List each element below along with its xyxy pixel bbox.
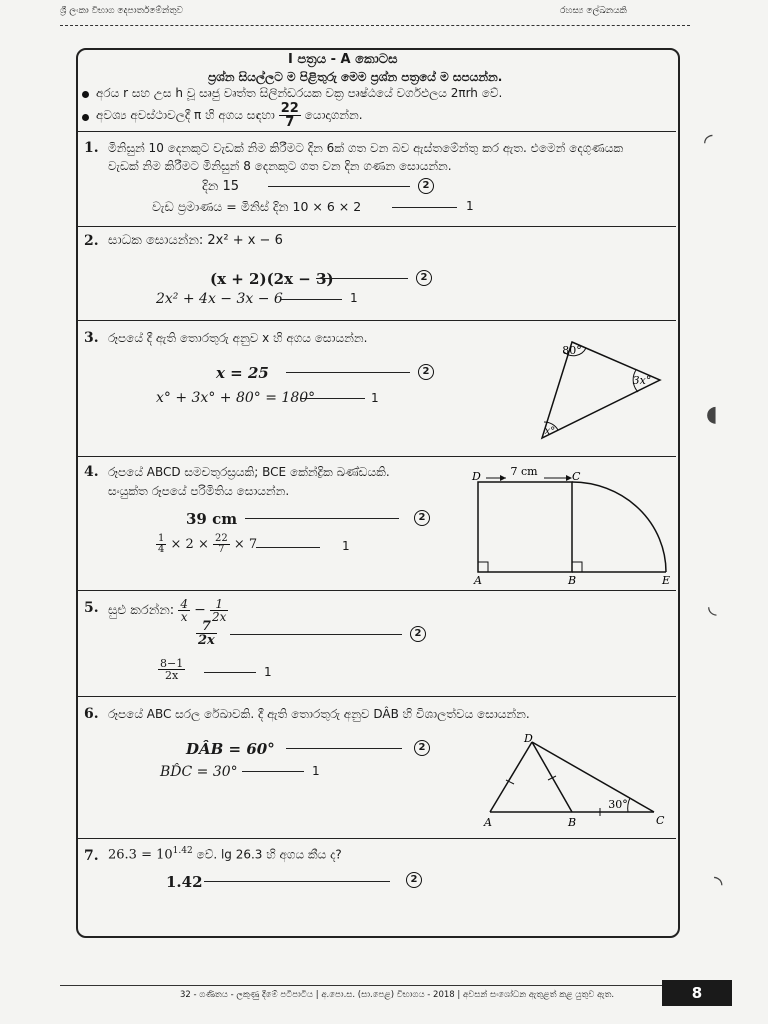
separator [78, 838, 676, 839]
q6-answer: DÂB = 60° [186, 740, 275, 758]
separator [78, 320, 676, 321]
note-1: අරය r සහ උස h වූ සෘජු වෘත්ත සිලින්ඩරයක වක්‍ර පෘෂ්ඨයේ වර්ගඵලය 2πrh වේ. [96, 86, 503, 100]
q6-line-db [532, 742, 572, 812]
q3-mark-main: 2 [418, 364, 434, 380]
q6-working: BD̂C = 30° [160, 764, 238, 780]
q1-answer-line [268, 186, 410, 187]
section-title: I පත්‍රය - A කොටස [288, 52, 398, 67]
q4-mark-work: 1 [342, 539, 350, 553]
q6-mark-main: 2 [414, 740, 430, 756]
q2-mark-main: 2 [416, 270, 432, 286]
q3-answer: x = 25 [216, 364, 269, 382]
q4-label-e: E [662, 574, 671, 586]
footer-divider [60, 985, 680, 986]
q4-working: $\frac{1}{4}$ × 2 × $\frac{22}{7}$ × 7 [158, 533, 258, 555]
q5-number: 5. [84, 600, 99, 616]
q5-answer: $\frac{7}{2x}$ [198, 619, 215, 648]
q4-working-line [256, 547, 320, 548]
q6-label-c: C [656, 814, 665, 827]
q4-composite-figure [462, 462, 676, 586]
q4-arc-ce [572, 482, 666, 572]
header-left: ශ්‍රී ලංකා විභාග දෙපාර්තමේන්තුව [60, 6, 184, 16]
note-bullet-2 [82, 114, 89, 121]
q4-number: 4. [84, 464, 99, 480]
q7-text: $26.3 = 10^{1.42}$ වේ. lg 26.3 හි අගය කීය ද? [108, 846, 342, 863]
separator [78, 696, 676, 697]
q5-mark-main: 2 [410, 626, 426, 642]
separator [78, 456, 676, 457]
q6-number: 6. [84, 706, 99, 722]
q6-text: රූපයේ ABC සරල රේඛාවකි. දී ඇති තොරතුරු අනුව DÂB හි විශාලත්වය සොයන්න. [108, 707, 530, 721]
q6-triangle-figure [478, 728, 674, 828]
separator [78, 226, 676, 227]
q3-angle-bottom: x° [544, 426, 556, 437]
footer-text: 32 - ගණිතය - ලකුණු දීමේ පටිපාටිය | අ.පො.ස. (සා.පෙළ) විභාගය - 2018 | අවසන් සංශෝධන ඇතුළත් කළ යුතුව ඇත. [180, 990, 615, 1000]
q2-text: සාධක සොයන්න: 2x² + x − 6 [108, 233, 283, 248]
q2-answer: (x + 2)(2x − 3) [210, 270, 334, 288]
q5-answer-line [230, 634, 402, 635]
q3-working: x° + 3x° + 80° = 180° [156, 390, 316, 406]
q1-number: 1. [84, 140, 99, 156]
q3-triangle-figure [520, 326, 670, 444]
q7-number: 7. [84, 848, 99, 864]
q7-mark-main: 2 [406, 872, 422, 888]
q5-working-line [204, 672, 256, 673]
q2-working-line [280, 299, 342, 300]
q4-mark-main: 2 [414, 510, 430, 526]
note-2: අවශ්‍ය අවස්ථාවලදී π හි අගය සඳහා $\frac{22}{7}$ යොදාගන්න. [96, 101, 363, 130]
header-right: රහස්‍ය ලේඛනයකි [560, 6, 627, 16]
q1-working: වැඩ ප්‍රමාණය = මිනිස් දින 10 × 6 × 2 [152, 199, 362, 214]
q4-answer: 39 cm [186, 510, 238, 528]
q4-label-a: A [474, 574, 482, 586]
q6-mark-work: 1 [312, 764, 320, 778]
q2-working: 2x² + 4x − 3x − 6 [156, 291, 283, 307]
q6-label-b: B [568, 816, 577, 828]
q3-text: රූපයේ දී ඇති තොරතුරු අනුව x හි අගය සොයන්න. [108, 331, 368, 345]
q4-text-line1: රූපයේ ABCD සමචතුරස්‍රයකි; BCE කේන්ද්‍රික ඛණ්ඩයකි. [108, 465, 390, 479]
section-instruction: ප්‍රශ්න සියල්ලට ම පිළිතුරු මෙම ප්‍රශ්න පත්‍රයේ ම සපයන්න. [208, 70, 503, 84]
separator [78, 590, 676, 591]
q6-angle: 30° [608, 798, 628, 811]
q4-label-d: D [472, 470, 481, 483]
q4-answer-line [245, 518, 399, 519]
q7-answer-line [204, 881, 390, 882]
q1-working-line [392, 207, 457, 208]
q5-working: $\frac{8-1}{2x}$ [160, 657, 184, 682]
q3-answer-line [286, 372, 410, 373]
q3-angle-right: 3x° [632, 374, 652, 387]
q4-label-c: C [572, 470, 581, 483]
q3-mark-work: 1 [371, 391, 379, 405]
q3-number: 3. [84, 330, 99, 346]
q3-triangle [542, 342, 660, 438]
q1-answer: දින 15 [202, 179, 240, 194]
q1-text-line2: වැඩක් නිම කිරීමට මිනිසුන් 8 දෙනකුට ගත වන දින ගණන සොයන්න. [108, 159, 452, 173]
q6-label-d: D [524, 732, 533, 745]
q4-text-line2: සංයුක්ත රූපයේ පරිමිතිය සොයන්න. [108, 484, 290, 498]
q6-working-line [242, 771, 304, 772]
q1-mark-main: 2 [418, 178, 434, 194]
binder-hole-icon: ◖ [706, 402, 718, 427]
q2-mark-work: 1 [350, 291, 358, 305]
q4-square [478, 482, 572, 572]
q3-angle-top: 80° [562, 344, 582, 357]
q6-line-ad [490, 742, 532, 812]
q4-label-b: B [568, 574, 577, 586]
q7-answer: 1.42 [166, 873, 203, 891]
q6-label-a: A [484, 816, 492, 828]
binder-hole-icon: ◝ [714, 872, 723, 897]
q1-text-line1: මිනිසුන් 10 දෙනකුට වැඩක් නිම කිරීමට දින 6ක් ගත වන බව ඇස්තමේන්තු කර ඇත. එමෙන් දෙගුණයක [108, 141, 624, 155]
q2-number: 2. [84, 233, 99, 249]
q5-mark-work: 1 [264, 665, 272, 679]
q6-line-dc [532, 742, 654, 812]
header-divider [60, 25, 690, 26]
separator [78, 131, 676, 132]
q3-working-line [300, 398, 365, 399]
q6-answer-line [286, 748, 402, 749]
page-number: 8 [662, 980, 732, 1006]
q1-mark-work: 1 [466, 199, 474, 213]
binder-hole-icon: ◜ [704, 130, 713, 155]
q4-length: 7 cm [510, 465, 538, 478]
q2-answer-line [316, 278, 408, 279]
binder-hole-icon: ◟ [708, 594, 717, 619]
note-bullet-1 [82, 91, 89, 98]
q5-text: සුළු කරන්න: $\frac{4}{x}$ − $\frac{1}{2x}$ [108, 597, 227, 624]
